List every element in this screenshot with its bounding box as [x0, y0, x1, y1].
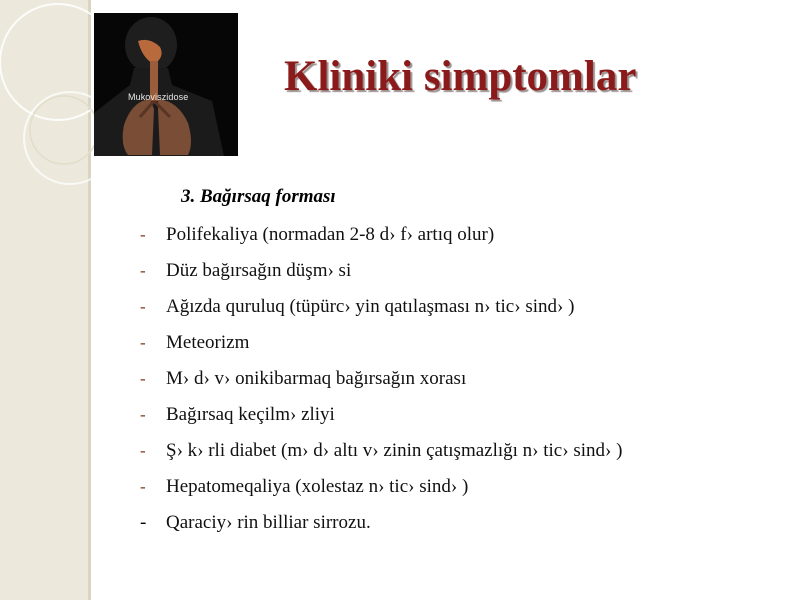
bullet-dash: - [140, 225, 146, 244]
list-item [140, 332, 249, 358]
list-item [140, 440, 622, 466]
list-item-text: Bağırsaq keçilm› zliyi [166, 404, 335, 425]
list-item-text: Meteorizm [166, 332, 250, 353]
list-item-text: Ağızda quruluq (tüpürc› yin qatılaşması n› tic› sind› ) [166, 296, 575, 317]
bullet-dash: - [140, 297, 146, 316]
list-item-text: Ş› k› rli diabet (m› d› altı v› zinin çatışmazlığı n› tic› sind› ) [166, 440, 623, 461]
list-item [140, 512, 371, 538]
respiratory-system-image [94, 13, 238, 156]
list-item [140, 476, 468, 502]
list-item-text: Polifekaliya (normadan 2-8 d› f› artıq olur) [166, 224, 495, 245]
bullet-dash: - [140, 261, 146, 280]
list-item [140, 296, 574, 322]
bullet-dash: - [140, 333, 146, 352]
bullet-dash: - [140, 369, 146, 388]
list-item [140, 368, 466, 394]
slide-title: Kliniki simptomlar [284, 53, 637, 100]
image-caption: Mukoviszidose [128, 92, 189, 102]
bullet-dash: - [140, 512, 147, 533]
list-item [140, 224, 494, 250]
bullet-dash: - [140, 405, 146, 424]
list-item-text: M› d› v› onikibarmaq bağırsağın xorası [166, 368, 467, 389]
list-item-text: Qaraciy› rin billiar sirrozu. [166, 512, 371, 533]
body-lungs-icon [94, 13, 238, 156]
section-subtitle: 3. Bağırsaq forması [181, 186, 336, 207]
bullet-dash: - [140, 441, 146, 460]
list-item [140, 260, 351, 286]
list-item [140, 404, 335, 430]
list-item-text: Düz bağırsağın düşm› si [166, 260, 352, 281]
bullet-dash: - [140, 477, 146, 496]
list-item-text: Hepatomeqaliya (xolestaz n› tic› sind› ) [166, 476, 469, 497]
